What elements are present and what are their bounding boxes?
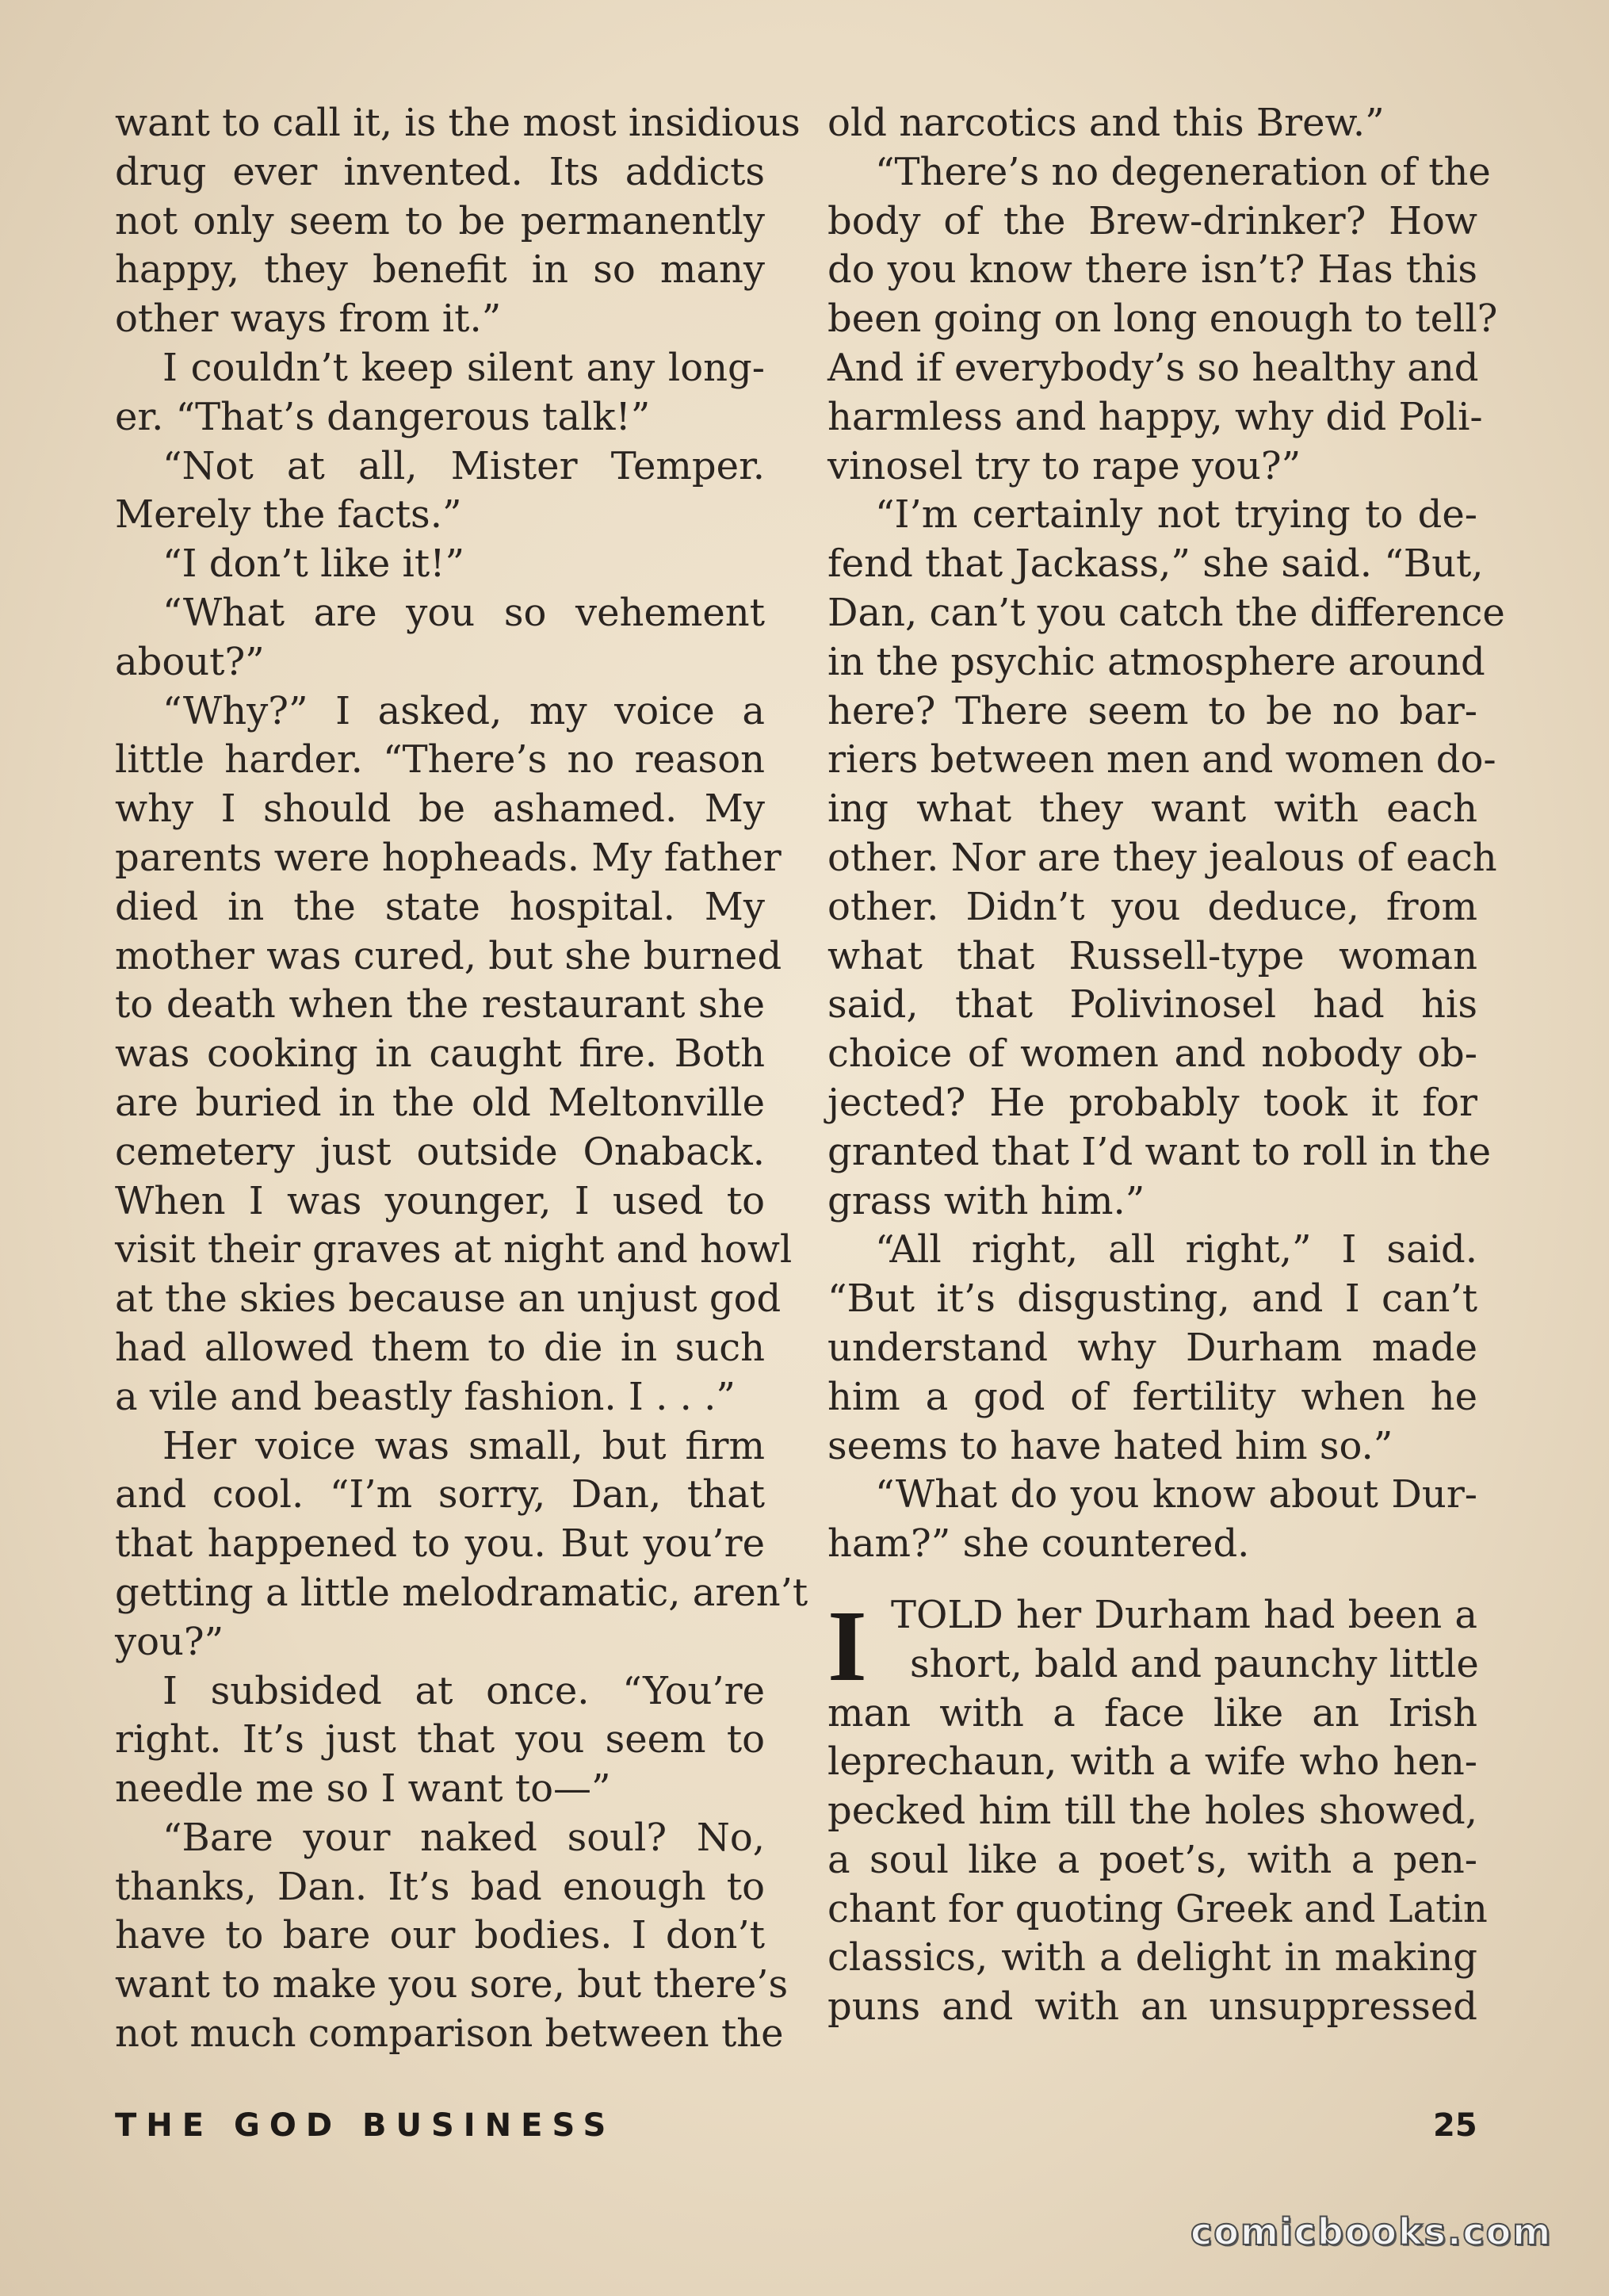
text-line: “All right, all right,” I said.: [875, 1227, 1477, 1272]
text-line: short, bald and paunchy little: [910, 1641, 1479, 1686]
text-line: er. “That’s dangerous talk!”: [115, 394, 651, 439]
page-number: 25: [1433, 2107, 1477, 2144]
text-line: died in the state hospital. My: [115, 884, 765, 929]
text-line: ham?” she countered.: [827, 1521, 1250, 1567]
text-line: do you know there isn’t? Has this: [827, 247, 1477, 293]
text-line: “I’m certainly not trying to de-: [875, 492, 1477, 538]
text-line: at the skies because an unjust god: [115, 1276, 782, 1322]
text-line: other ways from it.”: [115, 297, 502, 342]
text-line: grass with him.”: [827, 1178, 1145, 1223]
text-line: granted that I’d want to roll in the: [827, 1129, 1491, 1174]
text-line: leprechaun, with a wife who hen-: [827, 1739, 1477, 1785]
text-line: said, that Polivinosel had his: [827, 982, 1477, 1027]
text-line: pecked him till the holes showed,: [827, 1789, 1477, 1834]
text-line: drug ever invented. Its addicts: [115, 149, 765, 194]
text-line: other. Nor are they jealous of each: [827, 835, 1497, 880]
text-line: parents were hopheads. My father: [115, 835, 782, 880]
text-line: vinosel try to rape you?”: [827, 443, 1301, 488]
text-line: you?”: [115, 1619, 224, 1664]
text-line: little harder. “There’s no reason: [115, 737, 765, 783]
text-line: harmless and happy, why did Poli-: [827, 394, 1483, 439]
text-line: to death when the restaurant she: [115, 982, 765, 1027]
text-line: “What are you so vehement: [162, 590, 765, 635]
text-line: man with a face like an Irish: [827, 1690, 1477, 1735]
left-column: [115, 99, 808, 2059]
text-line: happy, they benefit in so many: [115, 247, 765, 293]
text-line: what that Russell-type woman: [827, 933, 1477, 978]
text-line: “I don’t like it!”: [162, 541, 465, 587]
text-line: want to make you sore, but there’s: [115, 1962, 789, 2007]
text-line: seems to have hated him so.”: [827, 1423, 1393, 1468]
text-line: I couldn’t keep silent any long-: [162, 345, 765, 390]
text-line: chant for quoting Greek and Latin: [827, 1886, 1488, 1931]
text-line: jected? He probably took it for: [827, 1080, 1477, 1125]
text-line: right. It’s just that you seem to: [115, 1717, 765, 1762]
text-line: When I was younger, I used to: [115, 1178, 765, 1223]
text-line: I subsided at once. “You’re: [162, 1668, 765, 1713]
text-line: And if everybody’s so healthy and: [827, 345, 1479, 390]
text-line: want to call it, is the most insidious: [115, 101, 801, 145]
text-line: ing what they want with each: [827, 786, 1477, 832]
text-line: had allowed them to die in such: [115, 1325, 765, 1370]
text-line: needle me so I want to—”: [115, 1766, 611, 1812]
dropcap-letter: I: [827, 1589, 867, 1702]
text-line: been going on long enough to tell?: [827, 297, 1498, 342]
text-line: puns and with an unsuppressed: [827, 1984, 1477, 2030]
dropcap-paragraph: [827, 1589, 1488, 2032]
text-line: him a god of fertility when he: [827, 1374, 1477, 1419]
text-line: that happened to you. But you’re: [115, 1521, 765, 1567]
text-line: body of the Brew-drinker? How: [827, 198, 1477, 243]
text-line: not much comparison between the: [115, 2011, 784, 2057]
text-line: thanks, Dan. It’s bad enough to: [115, 1864, 765, 1909]
text-line: have to bare our bodies. I don’t: [115, 1913, 765, 1958]
text-line: about?”: [115, 639, 265, 684]
site-watermark: comicbooks.com: [1191, 2210, 1553, 2253]
text-line: “Bare your naked soul? No,: [162, 1815, 765, 1860]
dropcap-paragraph-rest: [827, 1689, 1488, 2033]
text-line: Merely the facts.”: [115, 492, 462, 538]
text-line: Her voice was small, but firm: [162, 1423, 765, 1468]
text-line: classics, with a delight in making: [827, 1935, 1477, 1980]
text-line: in the psychic atmosphere around: [827, 639, 1485, 684]
running-title: THE GOD BUSINESS: [115, 2107, 616, 2144]
text-line: why I should be ashamed. My: [115, 786, 765, 832]
text-line: riers between men and women do-: [827, 737, 1496, 783]
text-line: cemetery just outside Onaback.: [115, 1129, 765, 1174]
text-line: mother was cured, but she burned: [115, 933, 782, 978]
text-line: “But it’s disgusting, and I can’t: [827, 1276, 1477, 1322]
text-line: a soul like a poet’s, with a pen-: [827, 1837, 1477, 1882]
text-line: Dan, can’t you catch the difference: [827, 590, 1505, 635]
text-line: here? There seem to be no bar-: [827, 688, 1477, 733]
text-line: fend that Jackass,” she said. “But,: [827, 541, 1484, 587]
text-line: understand why Durham made: [827, 1325, 1477, 1370]
text-line: getting a little melodramatic, aren’t: [115, 1570, 808, 1615]
text-line: are buried in the old Meltonville: [115, 1080, 765, 1125]
right-column: [827, 99, 1505, 2032]
text-line: a vile and beastly fashion. I . . .”: [115, 1374, 736, 1419]
text-line: TOLD her Durham had been a: [891, 1592, 1477, 1637]
text-line: other. Didn’t you deduce, from: [827, 884, 1477, 929]
text-line: and cool. “I’m sorry, Dan, that: [115, 1472, 765, 1517]
text-line: “There’s no degeneration of the: [875, 149, 1491, 194]
text-line: was cooking in caught fire. Both: [115, 1031, 765, 1077]
text-line: choice of women and nobody ob-: [827, 1031, 1477, 1077]
section-break: [827, 1569, 1477, 1591]
right-column-text: [827, 99, 1505, 1569]
text-line: old narcotics and this Brew.”: [827, 101, 1385, 145]
text-line: “Why?” I asked, my voice a: [162, 688, 765, 733]
text-line: not only seem to be permanently: [115, 198, 765, 243]
text-line: “What do you know about Dur-: [875, 1472, 1477, 1517]
text-line: visit their graves at night and howl: [115, 1227, 793, 1272]
text-line: “Not at all, Mister Temper.: [162, 443, 765, 488]
